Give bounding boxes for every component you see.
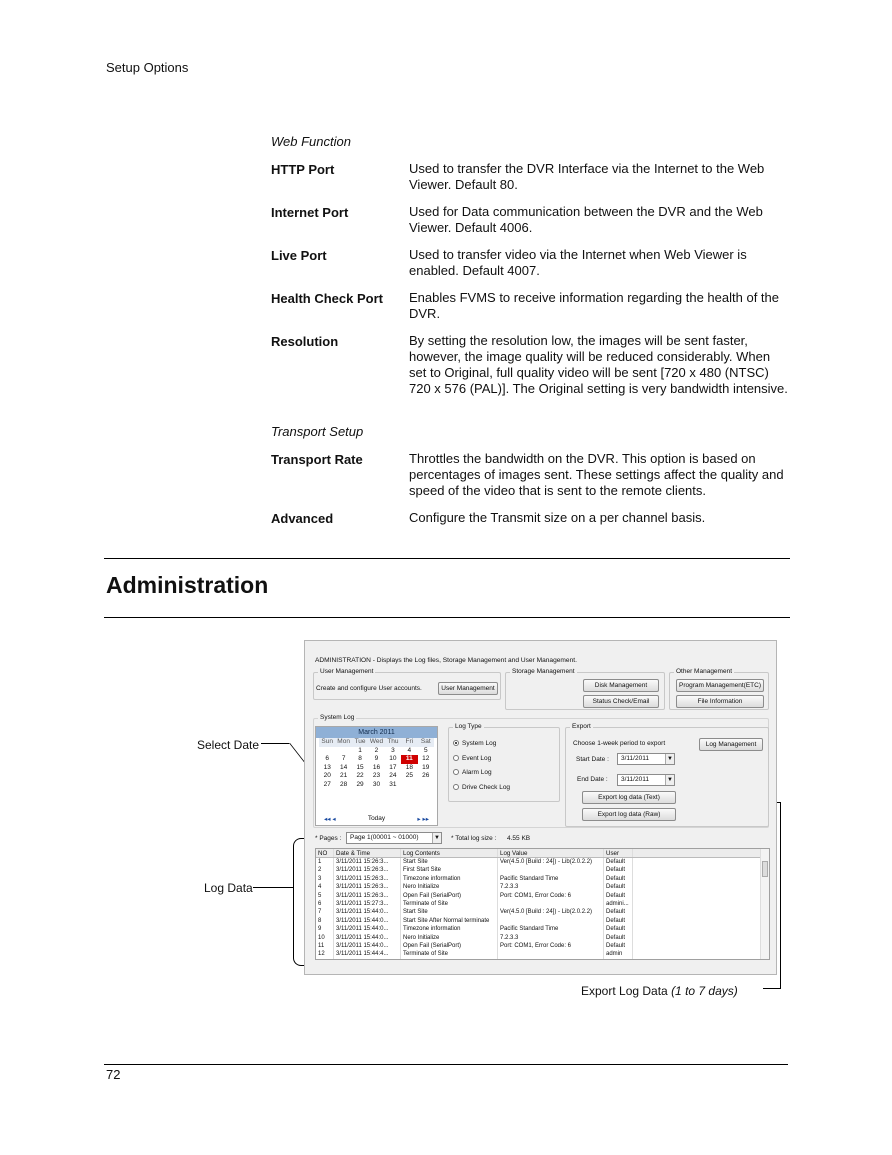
- term-advanced: Advanced: [271, 511, 334, 526]
- cell-log-value: Ver(4.5.0 [Build : 24]) - Lib(2.0.2.2): [498, 908, 604, 916]
- cell-date-time: 3/11/2011 15:26:3...: [334, 875, 401, 883]
- desc-http-port: Used to transfer the DVR Interface via the Internet to the Web Viewer. Default 80.: [409, 161, 765, 192]
- chevron-down-icon: ▼: [665, 775, 674, 785]
- cell-user: Default: [604, 858, 633, 866]
- log-table-scrollbar[interactable]: [760, 849, 769, 959]
- user-management-text: Create and configure User accounts.: [316, 685, 422, 692]
- cell-spacer: [633, 875, 769, 883]
- cell-spacer: [633, 908, 769, 916]
- calendar-day-name: Wed: [369, 738, 384, 745]
- log-table-header: [316, 849, 769, 858]
- cell-date-time: 3/11/2011 15:26:3...: [334, 858, 401, 866]
- calendar-prev-icon[interactable]: ◂◂ ◂: [324, 816, 336, 823]
- cell-log-value: Port: COM1, Error Code: 6: [498, 942, 604, 950]
- table-row[interactable]: [316, 875, 769, 883]
- cell-log-value: 7.2.3.3: [498, 883, 604, 891]
- calendar-date[interactable]: 17: [389, 763, 397, 771]
- cell-log-contents: Terminate of Site: [401, 950, 498, 958]
- cell-spacer: [633, 925, 769, 933]
- term-resolution: Resolution: [271, 334, 339, 349]
- user-management-group: [313, 668, 501, 700]
- cell-log-contents: Timezone information: [401, 925, 498, 933]
- callout-select-date: Select Date: [197, 738, 260, 752]
- export-text-button[interactable]: Export log data (Text): [582, 791, 676, 804]
- calendar-date[interactable]: 10: [389, 755, 397, 762]
- calendar-date[interactable]: 20: [323, 772, 331, 779]
- user-management-title: User Management: [320, 668, 374, 675]
- log-management-button[interactable]: Log Management: [699, 738, 763, 751]
- cell-spacer: [633, 892, 769, 900]
- col-log-contents[interactable]: Log Contents: [401, 849, 498, 857]
- cell-log-value: 7.2.3.3: [498, 934, 604, 942]
- term-internet-port: Internet Port: [271, 205, 349, 220]
- cell-spacer: [633, 934, 769, 942]
- radio-empty-icon: [453, 784, 459, 790]
- cell-user: Default: [604, 908, 633, 916]
- cell-user: admini...: [604, 900, 633, 908]
- cell-spacer: [633, 950, 769, 958]
- end-date-value: 3/11/2011: [621, 776, 649, 783]
- cell-spacer: [633, 900, 769, 908]
- table-row[interactable]: [316, 866, 769, 874]
- start-date-value: 3/11/2011: [621, 755, 649, 762]
- cell-spacer: [633, 858, 769, 866]
- calendar-date: [401, 781, 417, 790]
- calendar-day-name: Thu: [385, 738, 401, 747]
- table-row[interactable]: [316, 892, 769, 900]
- calendar-date[interactable]: 25: [405, 772, 413, 779]
- radio-label: Event Log: [462, 755, 492, 762]
- cell-log-value: [498, 900, 604, 908]
- log-table-body: [316, 858, 769, 959]
- pages-value: Page 1(00001 ~ 01000): [350, 834, 419, 841]
- transport-setup-heading: Transport Setup: [271, 424, 364, 439]
- desc-transport-rate: Throttles the bandwidth on the DVR. This option is based on percentages of images sent. These settings affect the quality and speed of the video that is sent to the remote clients.: [409, 451, 784, 498]
- callout-line-date-h: [261, 743, 289, 744]
- calendar-date: [319, 747, 335, 756]
- table-row[interactable]: [316, 900, 769, 908]
- export-note: Choose 1-week period to export: [573, 740, 666, 747]
- other-management-title: Other Management: [676, 668, 733, 675]
- calendar-footer: [316, 815, 437, 823]
- radio-label: Alarm Log: [462, 769, 492, 776]
- cell-log-value: Pacific Standard Time: [498, 925, 604, 933]
- table-row[interactable]: [316, 934, 769, 942]
- calendar-day-name: Tue: [352, 738, 368, 747]
- cell-log-contents: Start Site After Normal terminate: [401, 917, 498, 925]
- cell-user: Default: [604, 934, 633, 942]
- col-spacer: [633, 849, 769, 857]
- radio-alarm-log[interactable]: [453, 769, 492, 776]
- calendar-date: [335, 747, 351, 756]
- cell-user: Default: [604, 917, 633, 925]
- cell-no: 4: [316, 883, 334, 891]
- callout-log-data: Log Data: [204, 881, 253, 895]
- start-date-label: Start Date :: [576, 756, 609, 763]
- cell-log-contents: Nero Initialize: [401, 934, 498, 942]
- calendar-date[interactable]: 3: [391, 746, 395, 754]
- cell-log-contents: First Start Site: [401, 866, 498, 874]
- cell-log-contents: Start Site: [401, 908, 498, 916]
- status-check-button[interactable]: Status Check/Email: [583, 695, 659, 708]
- callout-export-text: Export Log Data: [581, 984, 672, 998]
- footer-rule: [104, 1064, 788, 1065]
- calendar-day-name: Sat: [418, 738, 434, 747]
- cell-date-time: 3/11/2011 15:26:3...: [334, 866, 401, 874]
- callout-line-export-bottom: [763, 988, 781, 989]
- section-rule-bottom: [104, 617, 790, 618]
- calendar-date[interactable]: 30: [372, 780, 381, 788]
- col-no[interactable]: NO: [316, 849, 334, 857]
- calendar-next-icon[interactable]: ▸ ▸▸: [417, 816, 429, 823]
- log-table[interactable]: [315, 848, 770, 960]
- cell-user: admin: [604, 950, 633, 958]
- desc-internet-port: Used for Data communication between the DVR and the Web Viewer. Default 4006.: [409, 204, 763, 235]
- program-management-button[interactable]: Program Management(ETC): [676, 679, 764, 692]
- calendar-day-name: Mon: [337, 738, 350, 745]
- cell-date-time: 3/11/2011 15:27:3...: [334, 900, 401, 908]
- cell-date-time: 3/11/2011 15:44:0...: [334, 925, 401, 933]
- callout-export-log: [581, 984, 738, 998]
- calendar-day-name: Sun: [319, 738, 335, 747]
- section-title: Administration: [106, 572, 269, 598]
- calendar-date[interactable]: 22: [356, 772, 364, 779]
- date-calendar[interactable]: [315, 726, 438, 826]
- calendar-date[interactable]: 8: [358, 755, 362, 762]
- callout-bracket-log: [293, 838, 304, 966]
- calendar-date[interactable]: 27: [323, 780, 331, 788]
- desc-health-check-port: Enables FVMS to receive information regarding the health of the DVR.: [409, 290, 779, 321]
- cell-no: 10: [316, 934, 334, 942]
- pages-label: * Pages :: [315, 835, 342, 842]
- cell-date-time: 3/11/2011 15:44:0...: [334, 908, 401, 916]
- desc-live-port: Used to transfer video via the Internet when Web Viewer is enabled. Default 4007.: [409, 247, 747, 278]
- calendar-date[interactable]: 11: [401, 755, 417, 764]
- cell-log-contents: Nero Initialize: [401, 883, 498, 891]
- radio-event-log[interactable]: [453, 755, 491, 762]
- calendar-date[interactable]: 6: [325, 755, 330, 762]
- calendar-date: [418, 781, 434, 790]
- table-row[interactable]: [316, 917, 769, 925]
- calendar-date[interactable]: 29: [356, 780, 364, 788]
- system-log-title: System Log: [320, 714, 355, 721]
- cell-date-time: 3/11/2011 15:26:3...: [334, 883, 401, 891]
- desc-resolution: By setting the resolution low, the images will be sent faster, however, the image quality will be reduced considerably. When set to Original, full quality video will be sent [720 x 480 (NTSC) 720 x 576 (PAL)]. The Original setting is very bandwidth intensive.: [409, 333, 788, 396]
- radio-empty-icon: [453, 755, 459, 761]
- cell-log-contents: Terminate of Site: [401, 900, 498, 908]
- cell-user: Default: [604, 925, 633, 933]
- start-date-select[interactable]: [617, 753, 675, 765]
- cell-log-contents: Timezone information: [401, 875, 498, 883]
- cell-date-time: 3/11/2011 15:44:0...: [334, 934, 401, 942]
- total-size-label: * Total log size :: [451, 835, 497, 842]
- callout-line-log-h: [253, 887, 293, 888]
- cell-log-contents: Open Fail (SerialPort): [401, 892, 498, 900]
- cell-user: Default: [604, 942, 633, 950]
- radio-empty-icon: [453, 769, 459, 775]
- admin-title: ADMINISTRATION - Displays the Log files, Storage Management and User Management.: [315, 657, 577, 664]
- term-health-check-port: Health Check Port: [271, 291, 383, 306]
- radio-label: System Log: [462, 740, 497, 747]
- callout-export-range: (1 to 7 days): [671, 984, 738, 998]
- cell-no: 2: [316, 866, 334, 874]
- calendar-date[interactable]: 24: [389, 772, 397, 779]
- pages-select[interactable]: [346, 832, 442, 844]
- calendar-date[interactable]: 23: [372, 772, 381, 779]
- cell-spacer: [633, 917, 769, 925]
- cell-log-contents: Start Site: [401, 858, 498, 866]
- administration-screenshot: [304, 640, 777, 975]
- storage-management-title: Storage Management: [512, 668, 575, 675]
- cell-no: 7: [316, 908, 334, 916]
- cell-log-contents: Open Fail (SerialPort): [401, 942, 498, 950]
- cell-log-value: [498, 917, 604, 925]
- callout-line-export-v: [780, 802, 781, 988]
- table-row[interactable]: [316, 942, 769, 950]
- calendar-date[interactable]: 2: [374, 746, 379, 754]
- total-size-value: 4.55 KB: [507, 835, 531, 842]
- storage-management-group: [505, 668, 665, 710]
- cell-no: 5: [316, 892, 334, 900]
- calendar-date[interactable]: 28: [340, 780, 348, 788]
- calendar-date[interactable]: 21: [340, 772, 348, 779]
- section-rule-top: [104, 558, 790, 559]
- calendar-date[interactable]: 7: [341, 755, 346, 762]
- calendar-date[interactable]: 4: [407, 746, 412, 754]
- cell-user: Default: [604, 883, 633, 891]
- cell-log-value: [498, 950, 604, 958]
- cell-log-value: Pacific Standard Time: [498, 875, 604, 883]
- calendar-date[interactable]: 19: [422, 763, 430, 771]
- cell-no: 8: [316, 917, 334, 925]
- col-date-time[interactable]: Date & Time: [334, 849, 401, 857]
- user-management-button[interactable]: User Management: [438, 682, 498, 695]
- cell-spacer: [633, 883, 769, 891]
- cell-no: 3: [316, 875, 334, 883]
- radio-drive-check-log[interactable]: [453, 784, 510, 791]
- term-transport-rate: Transport Rate: [271, 452, 363, 467]
- radio-system-log[interactable]: [453, 740, 496, 747]
- page-number: 72: [106, 1067, 121, 1082]
- calendar-grid[interactable]: [316, 738, 437, 789]
- table-row[interactable]: [316, 925, 769, 933]
- end-date-label: End Date :: [577, 776, 608, 783]
- cell-log-value: [498, 866, 604, 874]
- cell-date-time: 3/11/2011 15:44:0...: [334, 942, 401, 950]
- cell-log-value: Ver(4.5.0 [Build : 24]) - Lib(2.0.2.2): [498, 858, 604, 866]
- cell-user: Default: [604, 875, 633, 883]
- scrollbar-thumb[interactable]: [762, 861, 768, 877]
- cell-log-value: Port: COM1, Error Code: 6: [498, 892, 604, 900]
- col-user[interactable]: User: [604, 849, 633, 857]
- cell-no: 6: [316, 900, 334, 908]
- export-group: [565, 723, 769, 827]
- radio-label: Drive Check Log: [462, 784, 511, 791]
- calendar-date[interactable]: 26: [422, 772, 430, 779]
- calendar-date[interactable]: 13: [323, 763, 331, 771]
- cell-date-time: 3/11/2011 15:26:3...: [334, 892, 401, 900]
- calendar-date[interactable]: 16: [372, 763, 381, 771]
- table-row[interactable]: [316, 883, 769, 891]
- calendar-date[interactable]: 31: [389, 780, 397, 788]
- term-live-port: Live Port: [271, 248, 327, 263]
- disk-management-button[interactable]: Disk Management: [583, 679, 659, 692]
- term-http-port: HTTP Port: [271, 162, 335, 177]
- table-row[interactable]: [316, 858, 769, 866]
- end-date-select[interactable]: [617, 774, 675, 786]
- calendar-month: March 2011: [316, 727, 437, 738]
- cell-user: Default: [604, 892, 633, 900]
- radio-selected-icon: [453, 740, 459, 746]
- cell-user: Default: [604, 866, 633, 874]
- calendar-date[interactable]: 1: [358, 746, 362, 754]
- calendar-date[interactable]: 15: [356, 763, 364, 771]
- web-function-heading: Web Function: [271, 134, 351, 149]
- export-title: Export: [572, 723, 591, 730]
- calendar-date[interactable]: 12: [422, 755, 430, 762]
- chevron-down-icon: ▼: [432, 833, 441, 843]
- chevron-down-icon: ▼: [665, 754, 674, 764]
- calendar-today-button[interactable]: Today: [367, 815, 386, 822]
- log-type-group: [448, 723, 560, 802]
- table-row[interactable]: [316, 908, 769, 916]
- cell-no: 11: [316, 942, 334, 950]
- file-information-button[interactable]: File Information: [676, 695, 764, 708]
- running-header: Setup Options: [106, 60, 189, 75]
- cell-date-time: 3/11/2011 15:44:4...: [334, 950, 401, 958]
- cell-no: 1: [316, 858, 334, 866]
- calendar-date[interactable]: 9: [374, 755, 379, 762]
- other-management-group: [669, 668, 769, 710]
- cell-no: 12: [316, 950, 334, 958]
- cell-date-time: 3/11/2011 15:44:0...: [334, 917, 401, 925]
- calendar-day-name: Fri: [401, 738, 417, 747]
- desc-advanced: Configure the Transmit size on a per channel basis.: [409, 510, 706, 525]
- col-log-value[interactable]: Log Value: [498, 849, 604, 857]
- cell-no: 9: [316, 925, 334, 933]
- table-row[interactable]: [316, 950, 769, 958]
- calendar-date[interactable]: 5: [423, 746, 428, 754]
- cell-spacer: [633, 942, 769, 950]
- cell-spacer: [633, 866, 769, 874]
- export-raw-button[interactable]: Export log data (Raw): [582, 808, 676, 821]
- calendar-date[interactable]: 14: [340, 763, 348, 771]
- calendar-date[interactable]: 18: [405, 763, 413, 771]
- log-type-title: Log Type: [455, 723, 482, 730]
